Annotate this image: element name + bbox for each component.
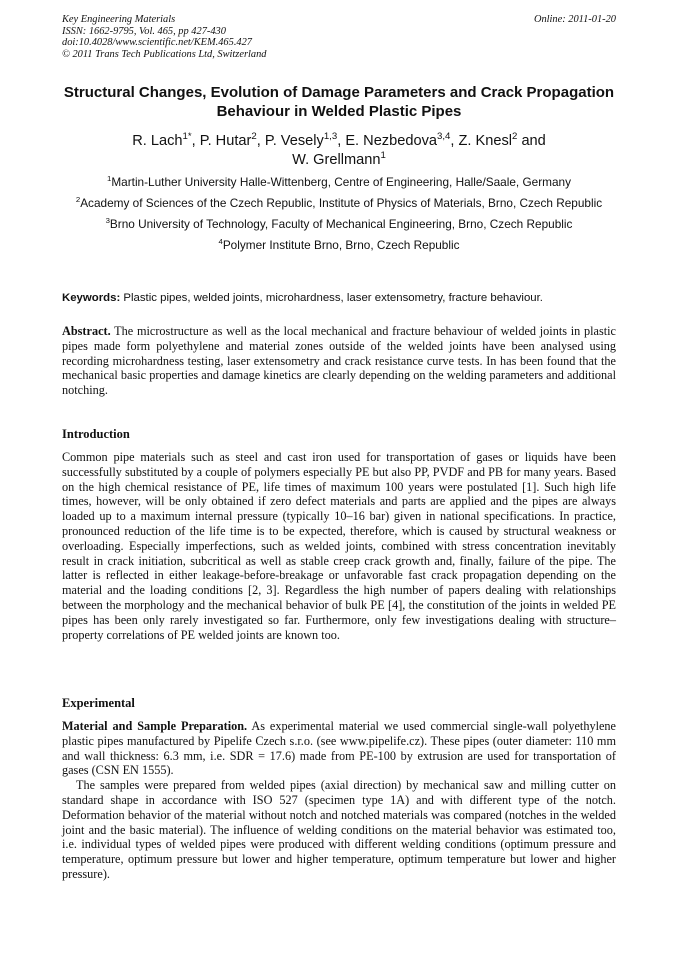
journal-info [62,14,616,60]
author: E. Nezbedova$^{3,4}$, [345,131,459,149]
experimental-heading: Experimental [62,696,135,710]
abstract [62,324,616,398]
experimental-body [62,719,616,882]
author: P. Vesely$^{1,3}$, [264,131,346,149]
author: R. Lach$^{1*}$, [132,131,200,149]
paper-title: Structural Changes, Evolution of Damage Parameters and Crack Propagation Behaviour in Welded Plastic Pipes [63,84,615,120]
introduction-paragraph: Common pipe materials such as steel and cast iron used for transportation of gases or liquids have been successfully substituted by a couple of polymers especially PE but also PP, PVDF and PB for many years. Based on the high chemical resistance of PE, life times of maximum 100 years were postulated [1]. Such high life times, however, will be only obtained if zero defect materials and parts are applied and the pipes are always loaded up to a maximum internal pressure (typically 10–16 bar) given in national specifications. In practice, pronounced reduction of the life time is to be expected, therefore, which is caused by structural weakness or overloading. Especially imperfections, such as welded joints, combined with stress concentration inevitably result in crack initiation, subcritical as well as stable creep crack growth and, finally, failure of the pipe. The latter is reflected in either leakage-before-breakage or unfavorable fast crack propagation depending on the material and the loading conditions [2, 3]. Regardless the high number of papers dealing with relationships between the morphology and the mechanical behavior of bulk PE [4], the constitution of the joints in welded PE pipes has been only rarely investigated so far. Furthermore, only few investigations dealing with structure–property correlations of PE welded joints are known too. [62,450,616,642]
copyright-line: © 2011 Trans Tech Publications Ltd, Switzerland [62,48,267,60]
abstract-text: The microstructure as well as the local mechanical and fracture behaviour of welded joints in plastic pipes made form polyethylene and material zones outside of the welded joints have been analysed using recording microhardness testing, laser extensometry and crack resistance curve tests. In has been found that the mechanical basic properties and damage kinetics are clearly depending on the welding parameters and additional notching. [62,324,616,398]
author: P. Hutar$^2$, [199,131,265,149]
subsection-heading: Material and Sample Preparation. [62,719,248,733]
online-date: Online: 2011-01-20 [533,14,616,25]
page-header [62,14,616,60]
introduction-body [62,450,616,642]
issn-line: ISSN: 1662-9795, Vol. 465, pp 427-430 [62,25,226,37]
abstract-label: Abstract. [62,324,111,338]
affiliation: $^4$Polymer Institute Brno, Brno, Czech Republic [218,237,460,252]
keywords-label: Keywords: [62,292,121,304]
experimental-paragraph: Material and Sample Preparation. As experimental material we used commercial single-wall polyethylene plastic pipes manufactured by Pipelife Czech s.r.o. (see www.pipelife.cz). These pipes (outer diameter: 110 mm and wall thickness: 6.3 mm, i.e. SDR = 17.6) made from PE-100 by extrusion are used for transportation of gases (CSN EN 1555). [62,719,616,778]
keywords-text: Plastic pipes, welded joints, microhardness, laser extensometry, fracture behaviour. [120,292,543,304]
author-list [62,132,616,170]
keywords [62,291,616,305]
affiliation-list [62,175,616,259]
author: Z. Knesl$^2$ and [458,131,546,149]
affiliation: $^3$Brno University of Technology, Faculty of Mechanical Engineering, Brno, Czech Republic [105,216,573,231]
introduction-heading: Introduction [62,427,130,441]
experimental-paragraph: The samples were prepared from welded pipes (axial direction) by mechanical saw and milling cutter on standard shape in accordance with ISO 527 (specimen type 1A) and with different type of the notch. Deformation behavior of the material without notch and notched materials was compared (notches in the welded joint and the basic material). The influence of welding conditions on the material behavior was estimated too, i.e. individual types of welded pipes were produced with different welding conditions (optimum pressure and temperature, optimum pressure but lower and higher temperature, optimum temperature but lower and higher pressure). [62,778,616,881]
author: W. Grellmann$^1$ [292,150,386,168]
doi-line: doi:10.4028/www.scientific.net/KEM.465.427 [62,37,252,48]
journal-name: Key Engineering Materials [62,14,176,25]
affiliation: $^1$Martin-Luther University Halle-Wittenberg, Centre of Engineering, Halle/Saale, Germany [107,174,571,189]
affiliation: $^2$Academy of Sciences of the Czech Republic, Institute of Physics of Materials, Brno, Czech Republic [75,195,603,210]
